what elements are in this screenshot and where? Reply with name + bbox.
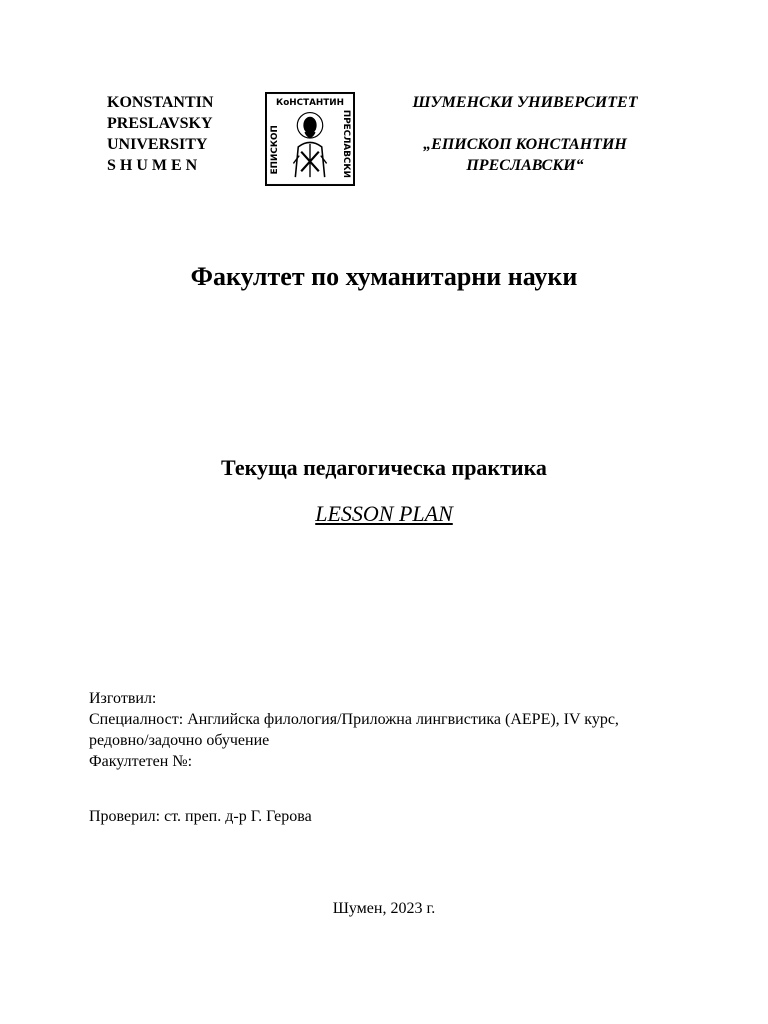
- lesson-plan-heading: LESSON PLAN: [315, 501, 453, 526]
- practice-title: Текуща педагогическа практика: [221, 455, 547, 480]
- checked-by-line: Проверил: ст. преп. д-р Г. Герова: [89, 808, 312, 825]
- header-right-line-1: ШУМЕНСКИ УНИВЕРСИТЕТ: [412, 94, 638, 111]
- header-left-line-1: KONSTANTIN: [107, 94, 214, 111]
- university-name-latin: [107, 92, 213, 176]
- seal-right-text: ПРЕСЛАВСКИ: [341, 109, 352, 178]
- faculty-number-label: Факултетен №:: [89, 753, 193, 770]
- seal-left-text: ЕПИСКОП: [269, 125, 280, 175]
- student-info: [89, 688, 709, 772]
- prepared-by-label: Изготвил:: [89, 690, 157, 707]
- header-left-line-4: S H U M E N: [107, 157, 198, 174]
- header-left-line-2: PRESLAVSKY: [107, 115, 213, 132]
- university-name-cyrillic: [360, 92, 690, 176]
- header-right-line-2: „ЕПИСКОП КОНСТАНТИН: [423, 136, 627, 153]
- header-left-line-3: UNIVERSITY: [107, 136, 208, 153]
- study-mode-line: редовно/задочно обучение: [89, 732, 270, 749]
- seal-top-text: КоНСТАНТИН: [276, 97, 344, 108]
- place-date-footer: Шумен, 2023 г.: [332, 900, 436, 917]
- header-right-line-3: ПРЕСЛАВСКИ“: [466, 157, 584, 174]
- faculty-title: Факултет по хуманитарни науки: [190, 262, 578, 291]
- university-seal-logo: [265, 92, 355, 186]
- specialty-line: Специалност: Английска филология/Приложна лингвистика (AEPE), IV курс,: [89, 711, 619, 728]
